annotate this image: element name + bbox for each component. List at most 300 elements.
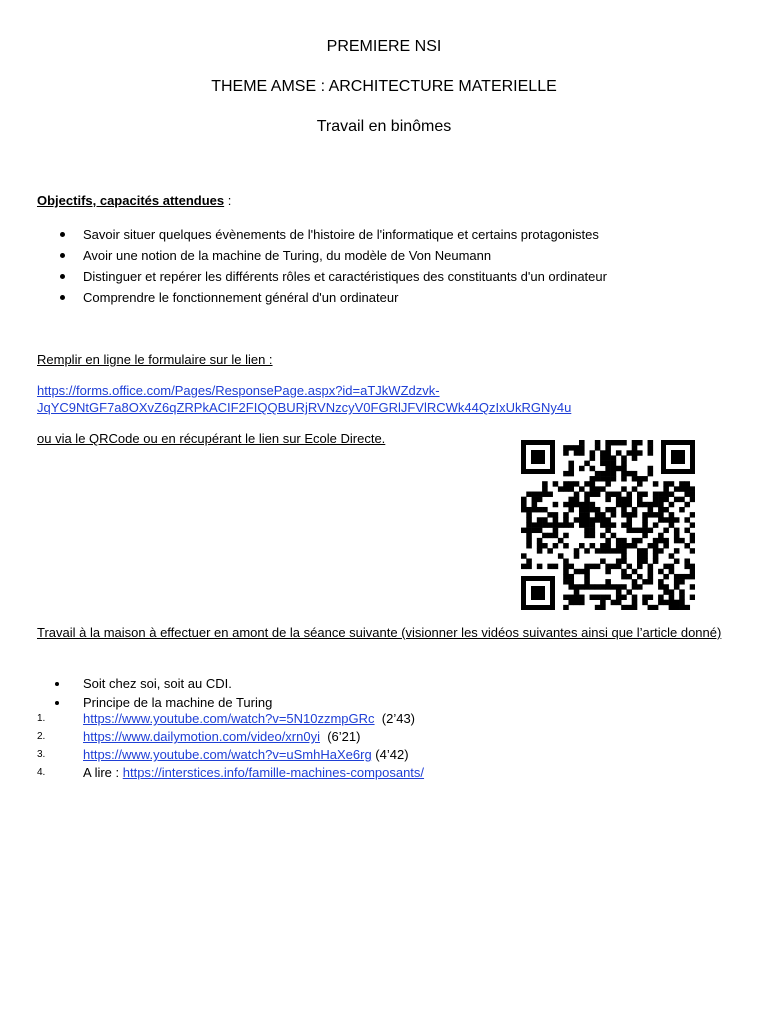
bullet-icon	[55, 682, 59, 686]
qr-module	[658, 569, 664, 574]
qr-module	[669, 600, 675, 605]
qr-module	[684, 502, 690, 507]
qr-module	[611, 584, 617, 589]
qr-module	[579, 522, 585, 527]
qr-module	[579, 450, 585, 455]
item-number: 2.	[37, 731, 46, 742]
qr-module	[626, 605, 632, 610]
qr-module	[584, 548, 590, 553]
qr-module	[648, 445, 654, 450]
qr-module	[568, 497, 574, 502]
qr-module	[669, 605, 675, 610]
qr-module	[663, 486, 669, 491]
list-item	[37, 674, 272, 693]
qr-module	[674, 533, 680, 538]
qr-module	[621, 543, 627, 548]
qr-module	[605, 466, 611, 471]
list-item	[37, 728, 424, 746]
qr-module	[605, 492, 611, 497]
qr-module	[537, 517, 543, 522]
qr-instructions-text: ou via le QRCode ou en récupérant le lien sur Ecole Directe.	[37, 431, 386, 446]
qr-module	[663, 543, 669, 548]
qr-module	[574, 595, 580, 600]
qr-module	[684, 558, 690, 563]
qr-module	[674, 528, 680, 533]
qr-module	[590, 533, 596, 538]
qr-module	[621, 440, 627, 445]
qr-module	[674, 579, 680, 584]
qr-module	[574, 589, 580, 594]
qr-module	[537, 543, 543, 548]
qr-module	[684, 543, 690, 548]
objective-text: Distinguer et repérer les différents rôles et caractéristiques des constituants d'un ordinateur	[83, 269, 607, 284]
list-item	[37, 746, 424, 764]
qr-module	[526, 517, 532, 522]
qr-module	[616, 600, 622, 605]
qr-module	[679, 589, 685, 594]
qr-module	[611, 471, 617, 476]
qr-module	[611, 492, 617, 497]
qr-module	[574, 502, 580, 507]
qr-module	[590, 584, 596, 589]
qr-module	[595, 605, 601, 610]
qr-module	[563, 481, 569, 486]
qr-module	[653, 512, 659, 517]
qr-module	[648, 466, 654, 471]
qr-module	[632, 605, 638, 610]
qr-module	[563, 486, 569, 491]
qr-module	[679, 595, 685, 600]
qr-module	[621, 584, 627, 589]
qr-module	[669, 481, 675, 486]
item-number: 1.	[37, 713, 46, 724]
qr-module	[648, 579, 654, 584]
qr-module	[542, 517, 548, 522]
qr-module	[637, 574, 643, 579]
qr-module	[669, 492, 675, 497]
qr-module	[574, 492, 580, 497]
qr-module	[632, 507, 638, 512]
qr-module	[674, 600, 680, 605]
qr-module	[648, 471, 654, 476]
qr-module	[611, 440, 617, 445]
qr-module	[600, 517, 606, 522]
qr-module	[690, 574, 695, 579]
qr-module	[526, 538, 532, 543]
qr-module	[684, 492, 690, 497]
qr-module	[605, 455, 611, 460]
qr-module	[679, 481, 685, 486]
qr-module	[563, 512, 569, 517]
qr-module	[579, 517, 585, 522]
qr-module	[595, 486, 601, 491]
qr-module	[574, 481, 580, 486]
qr-module	[521, 497, 527, 502]
qr-module	[632, 579, 638, 584]
qr-module	[642, 553, 648, 558]
qr-module	[616, 497, 622, 502]
qr-module	[669, 517, 675, 522]
qr-module	[637, 502, 643, 507]
qr-module	[648, 440, 654, 445]
qr-module	[605, 440, 611, 445]
objective-text: Savoir situer quelques évènements de l'histoire de l'informatique et certains protagonistes	[83, 227, 599, 242]
qr-module	[690, 486, 695, 491]
qr-module	[642, 492, 648, 497]
qr-module	[595, 512, 601, 517]
objectives-heading-text: Objectifs, capacités attendues	[37, 193, 225, 208]
qr-module	[616, 564, 622, 569]
qr-module	[648, 543, 654, 548]
qr-module	[584, 492, 590, 497]
qr-module	[563, 522, 569, 527]
qr-module	[542, 492, 548, 497]
qr-module	[632, 595, 638, 600]
qr-module	[547, 492, 553, 497]
video-link-2[interactable]: https://www.dailymotion.com/video/xrn0yi	[83, 729, 320, 744]
qr-module	[542, 522, 548, 527]
qr-module	[642, 595, 648, 600]
qr-module	[526, 558, 532, 563]
qr-module	[532, 522, 538, 527]
qr-module	[605, 543, 611, 548]
qr-module	[611, 512, 617, 517]
qr-module	[663, 517, 669, 522]
qr-module	[579, 507, 585, 512]
qr-module	[542, 507, 548, 512]
qr-module	[653, 497, 659, 502]
qr-module	[537, 492, 543, 497]
qr-module	[605, 528, 611, 533]
qr-module	[690, 595, 695, 600]
qr-module	[663, 564, 669, 569]
qr-module	[568, 574, 574, 579]
qr-module	[547, 522, 553, 527]
qr-module	[679, 507, 685, 512]
qr-module	[637, 450, 643, 455]
list-item	[37, 764, 424, 782]
qr-module	[600, 605, 606, 610]
qr-module	[532, 497, 538, 502]
qr-module	[526, 564, 532, 569]
qr-module	[648, 502, 654, 507]
item-number: 3.	[37, 749, 46, 760]
qr-module	[632, 600, 638, 605]
qr-module	[526, 543, 532, 548]
qr-module	[584, 481, 590, 486]
qr-module	[537, 538, 543, 543]
qr-module	[537, 528, 543, 533]
qr-module	[605, 461, 611, 466]
qr-module	[663, 584, 669, 589]
qr-module	[579, 584, 585, 589]
qr-code-icon	[521, 440, 695, 610]
qr-module	[674, 486, 680, 491]
qr-module	[642, 528, 648, 533]
qr-module	[674, 538, 680, 543]
qr-module	[600, 600, 606, 605]
qr-module	[648, 512, 654, 517]
qr-module	[637, 564, 643, 569]
qr-module	[605, 471, 611, 476]
video-link-3[interactable]: https://www.youtube.com/watch?v=uSmhHaXe6rg	[83, 747, 372, 762]
qr-module	[658, 538, 664, 543]
video-duration: (2’43)	[374, 711, 416, 726]
item-number: 4.	[37, 767, 46, 778]
qr-module	[648, 605, 654, 610]
qr-module	[637, 476, 643, 481]
qr-module	[590, 522, 596, 527]
qr-module	[595, 517, 601, 522]
qr-module	[521, 528, 527, 533]
qr-module	[553, 522, 559, 527]
qr-module	[679, 605, 685, 610]
qr-module	[674, 517, 680, 522]
qr-module	[547, 548, 553, 553]
qr-module	[600, 543, 606, 548]
qr-module	[537, 564, 543, 569]
qr-module	[621, 466, 627, 471]
qr-module	[605, 522, 611, 527]
qr-module	[616, 502, 622, 507]
qr-module	[637, 538, 643, 543]
qr-module	[563, 502, 569, 507]
bullet-icon	[55, 701, 59, 705]
qr-module	[521, 502, 527, 507]
qr-module	[679, 600, 685, 605]
course-title: PREMIERE NSI	[326, 38, 442, 55]
qr-module	[558, 538, 564, 543]
qr-module	[563, 595, 569, 600]
qr-module	[553, 543, 559, 548]
qr-module	[642, 512, 648, 517]
qr-module	[590, 486, 596, 491]
qr-module	[611, 522, 617, 527]
qr-module	[637, 584, 643, 589]
qr-module	[595, 564, 601, 569]
qr-module	[684, 574, 690, 579]
qr-module	[574, 445, 580, 450]
qr-module	[637, 481, 643, 486]
qr-module	[626, 502, 632, 507]
qr-module	[595, 507, 601, 512]
qr-module	[553, 533, 559, 538]
qr-module	[616, 548, 622, 553]
qr-module	[642, 502, 648, 507]
qr-module	[616, 558, 622, 563]
qr-module	[684, 481, 690, 486]
qr-module	[605, 538, 611, 543]
qr-module	[574, 600, 580, 605]
qr-module	[621, 507, 627, 512]
qr-module	[626, 497, 632, 502]
qr-module	[632, 569, 638, 574]
qr-module	[526, 522, 532, 527]
qr-module	[653, 605, 659, 610]
qr-module	[579, 466, 585, 471]
qr-module	[605, 584, 611, 589]
qr-module	[616, 589, 622, 594]
video-link-1[interactable]: https://www.youtube.com/watch?v=5N10zzmpGRc	[83, 711, 375, 726]
qr-module	[679, 497, 685, 502]
qr-module	[653, 492, 659, 497]
qr-module	[537, 548, 543, 553]
qr-module	[590, 543, 596, 548]
qr-module	[621, 512, 627, 517]
qr-module	[669, 512, 675, 517]
qr-module	[648, 595, 654, 600]
qr-module	[537, 497, 543, 502]
qr-module	[547, 512, 553, 517]
objectives-list	[37, 224, 607, 308]
qr-module	[563, 605, 569, 610]
qr-module	[621, 538, 627, 543]
qr-module	[584, 507, 590, 512]
qr-module	[579, 600, 585, 605]
qr-module	[653, 543, 659, 548]
qr-module	[605, 481, 611, 486]
qr-module	[590, 564, 596, 569]
qr-module	[553, 517, 559, 522]
qr-module	[663, 589, 669, 594]
qr-module	[605, 595, 611, 600]
qr-module	[669, 502, 675, 507]
qr-module	[579, 595, 585, 600]
qr-module	[547, 564, 553, 569]
qr-module	[658, 548, 664, 553]
qr-module	[632, 486, 638, 491]
qr-module	[605, 579, 611, 584]
qr-module	[658, 502, 664, 507]
qr-module	[669, 522, 675, 527]
bullet-icon	[60, 274, 65, 279]
homework-bullet-text: Principe de la machine de Turing	[83, 695, 273, 710]
qr-module	[590, 492, 596, 497]
qr-module	[674, 558, 680, 563]
qr-module	[600, 512, 606, 517]
qr-module	[563, 445, 569, 450]
qr-module	[579, 445, 585, 450]
qr-module	[600, 584, 606, 589]
video-list	[37, 710, 424, 782]
qr-module	[653, 558, 659, 563]
qr-module	[626, 512, 632, 517]
qr-module	[621, 502, 627, 507]
qr-module	[574, 517, 580, 522]
qr-module	[658, 512, 664, 517]
qr-module	[690, 584, 695, 589]
qr-module	[616, 492, 622, 497]
list-item	[37, 245, 607, 266]
qr-module	[526, 512, 532, 517]
qr-module	[590, 450, 596, 455]
qr-module	[600, 522, 606, 527]
qr-module	[674, 497, 680, 502]
qr-module	[616, 450, 622, 455]
video-duration: (4’42)	[371, 747, 409, 762]
qr-module	[690, 522, 695, 527]
qr-module	[690, 533, 695, 538]
qr-module	[642, 600, 648, 605]
qr-module	[579, 502, 585, 507]
qr-module	[600, 558, 606, 563]
qr-module	[553, 481, 559, 486]
qr-module	[663, 492, 669, 497]
qr-module	[553, 528, 559, 533]
qr-module	[590, 517, 596, 522]
qr-module	[611, 461, 617, 466]
qr-module	[542, 486, 548, 491]
qr-module	[595, 548, 601, 553]
qr-module	[637, 528, 643, 533]
work-mode-title: Travail en binômes	[316, 118, 452, 135]
qr-module	[526, 507, 532, 512]
qr-module	[648, 574, 654, 579]
form-heading	[37, 351, 273, 368]
qr-module	[632, 440, 638, 445]
qr-module	[600, 461, 606, 466]
qr-module	[621, 548, 627, 553]
qr-module	[600, 471, 606, 476]
qr-module	[653, 481, 659, 486]
qr-module	[632, 512, 638, 517]
article-link[interactable]: https://interstices.info/famille-machines-composants/	[122, 765, 425, 780]
qr-module	[590, 528, 596, 533]
qr-module	[621, 553, 627, 558]
qr-module	[574, 553, 580, 558]
qr-module	[684, 605, 690, 610]
qr-module	[658, 497, 664, 502]
qr-module	[653, 502, 659, 507]
qr-module	[611, 600, 617, 605]
qr-module	[642, 476, 648, 481]
qr-module	[616, 466, 622, 471]
form-link-line1[interactable]: https://forms.office.com/Pages/ResponsePage.aspx?id=aTJkWZdzvk-	[37, 383, 440, 398]
qr-module	[568, 600, 574, 605]
qr-module	[642, 548, 648, 553]
qr-instructions	[37, 430, 385, 447]
qr-module	[558, 522, 564, 527]
qr-module	[616, 543, 622, 548]
qr-module	[542, 481, 548, 486]
qr-module	[568, 595, 574, 600]
qr-module	[568, 471, 574, 476]
qr-module	[584, 461, 590, 466]
qr-module	[600, 450, 606, 455]
qr-module	[568, 502, 574, 507]
qr-module	[621, 476, 627, 481]
qr-module	[632, 543, 638, 548]
qr-module	[532, 492, 538, 497]
qr-module	[605, 507, 611, 512]
qr-module	[563, 450, 569, 455]
qr-module	[600, 486, 606, 491]
qr-module	[621, 461, 627, 466]
form-link-line2[interactable]: JqYC9NtGF7a8OXvZ6qZRPkACIF2FIQQBURjRVNzcyV0FGRlJFVlRCWk44QzIxUkRGNy4u	[37, 400, 572, 415]
qr-module	[579, 486, 585, 491]
qr-module	[690, 569, 695, 574]
qr-module	[621, 605, 627, 610]
qr-module	[584, 497, 590, 502]
qr-module	[568, 522, 574, 527]
qr-module	[605, 569, 611, 574]
qr-module	[568, 564, 574, 569]
qr-module	[616, 595, 622, 600]
qr-module	[600, 548, 606, 553]
qr-module	[584, 502, 590, 507]
qr-module	[600, 533, 606, 538]
qr-module	[611, 564, 617, 569]
